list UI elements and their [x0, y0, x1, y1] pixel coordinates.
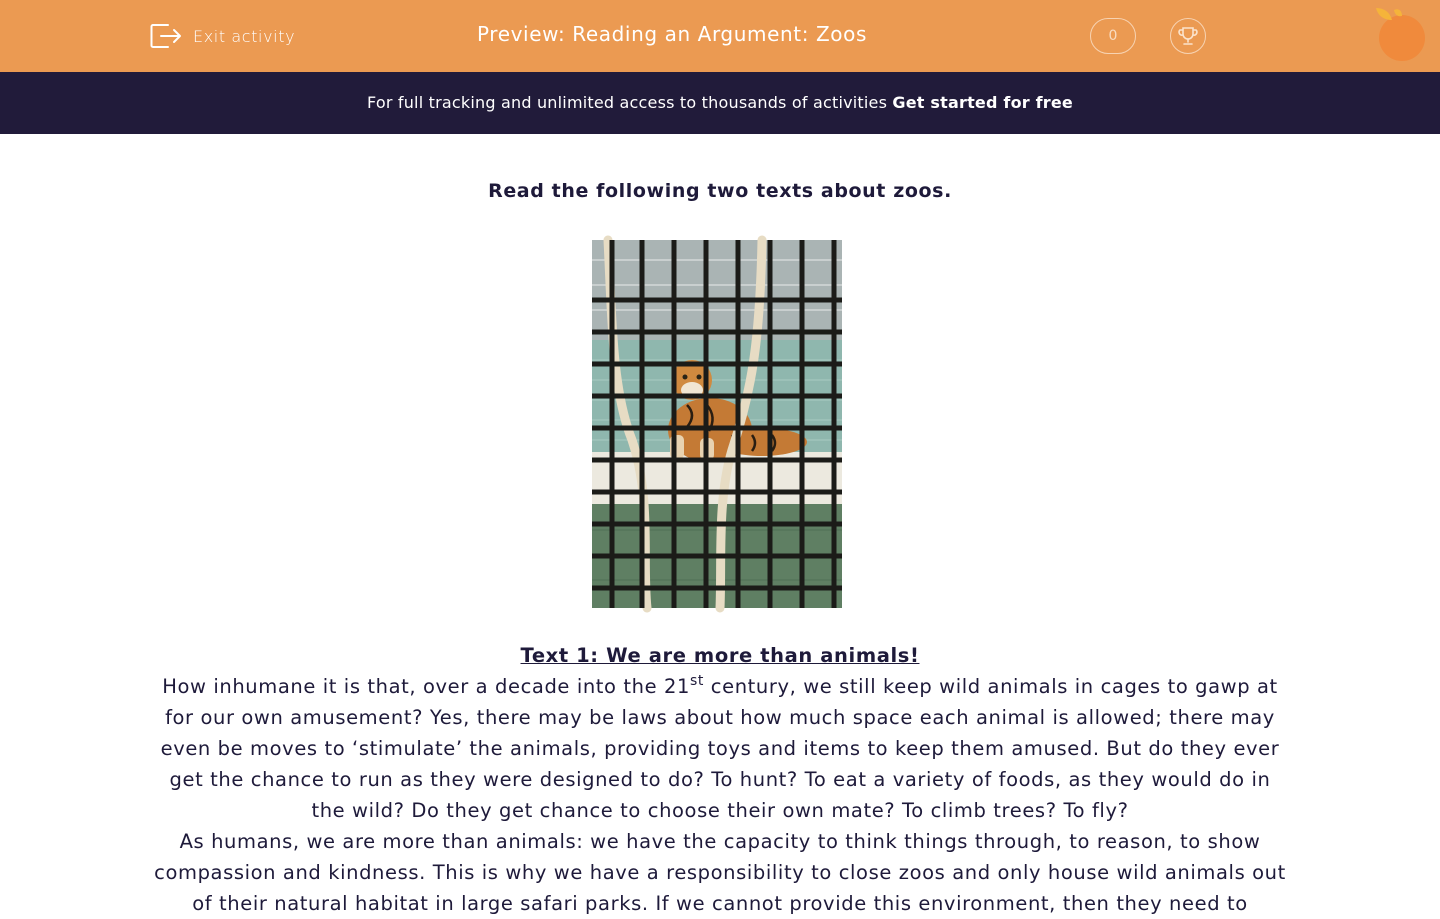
- score-badge: 0: [1090, 18, 1136, 54]
- instruction-text: Read the following two texts about zoos.: [488, 180, 952, 202]
- orange-logo-icon: [1372, 4, 1428, 62]
- top-bar: [0, 0, 1440, 72]
- text-1: [150, 640, 1290, 919]
- tiger-in-cage-image: [592, 240, 842, 608]
- page-title: Preview: Reading an Argument: Zoos: [477, 22, 867, 46]
- ordinal-suffix: st: [690, 673, 704, 689]
- exit-activity-label: Exit activity: [193, 26, 296, 46]
- signup-banner: [0, 72, 1440, 134]
- trophy-icon: [1177, 25, 1199, 47]
- text-1-paragraph-2: As humans, we are more than animals: we have the capacity to think things through, to reason, to show compassion and kindness. This is why we have a responsibility to close zoos and only house wild animals out of their natural habitat in large safari parks. If we cannot provide this environment, then they need to: [154, 830, 1286, 915]
- text-1-heading: Text 1: We are more than animals!: [520, 644, 920, 667]
- banner-text: For full tracking and unlimited access to thousands of activities: [367, 93, 893, 112]
- paragraph-1-rest: century, we still keep wild animals in cages to gawp at for our own amusement? Yes, there may be laws about how much space each animal is allowed; there may even be moves to ‘stimulate’ the animals, providing toys and items to keep them amused. But do they ever get the chance to run as they were designed to do? To hunt? To eat a variety of foods, as they would do in the wild? Do they get chance to choose their own mate? To climb trees? To fly?: [160, 675, 1280, 822]
- trophy-button[interactable]: [1170, 18, 1206, 54]
- get-started-link[interactable]: Get started for free: [892, 93, 1073, 112]
- paragraph-1-start: How inhumane it is that, over a decade into the 21: [162, 675, 690, 698]
- text-1-paragraph-1: [150, 671, 1290, 826]
